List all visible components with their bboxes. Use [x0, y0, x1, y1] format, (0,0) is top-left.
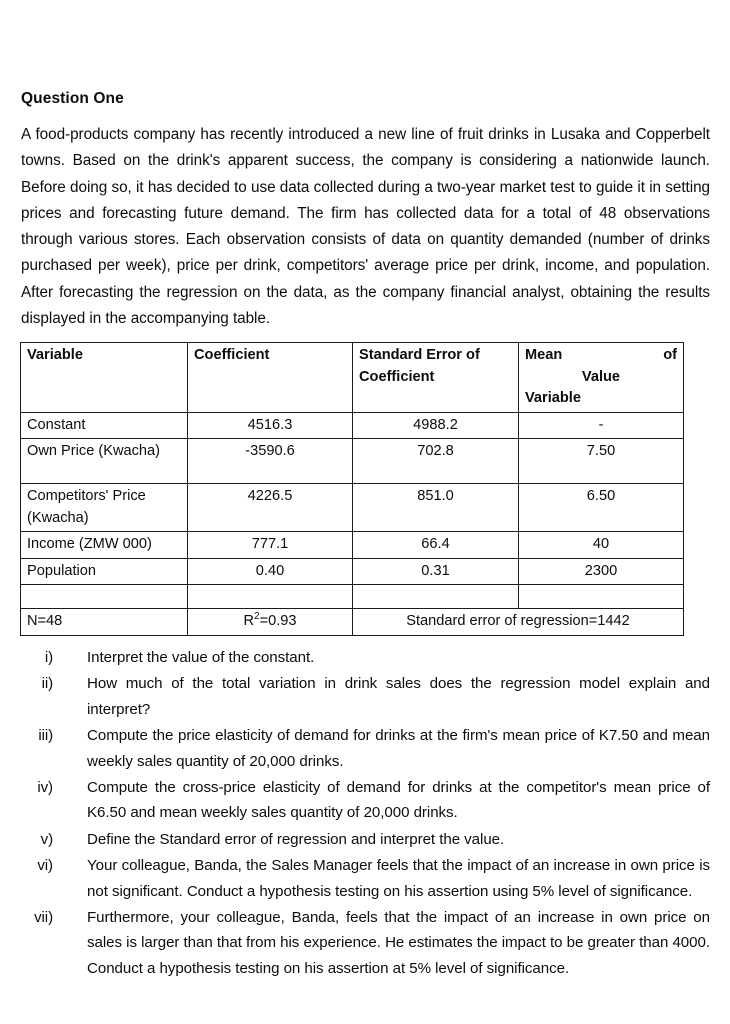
cell-mean-value: 2300: [519, 558, 684, 585]
regression-results-table: [20, 342, 684, 636]
table-row-spacer: [21, 585, 684, 609]
list-item: [21, 671, 710, 722]
cell-standard-error: 702.8: [353, 439, 519, 484]
cell-variable: [21, 585, 188, 609]
table-summary-row: [21, 609, 684, 636]
cell-standard-error: 851.0: [353, 484, 519, 532]
cell-coefficient: [188, 585, 353, 609]
list-item-marker: i): [44, 649, 53, 666]
cell-coefficient: 777.1: [188, 532, 353, 559]
table-row: [21, 412, 684, 439]
question-list: [21, 645, 710, 982]
list-item-text: Furthermore, your colleague, Banda, feels that the impact of an increase in own price on sales is larger than that from his experience. He estimates the impact to be greater than 4000. Conduct a hypothesis testing on his assertion at 5% level of significance.: [87, 909, 710, 977]
cell-mean-value: 7.50: [519, 439, 684, 484]
cell-coefficient: 4226.5: [188, 484, 353, 532]
list-item-text: Define the Standard error of regression and interpret the value.: [87, 830, 505, 848]
intro-paragraph: A food-products company has recently introduced a new line of fruit drinks in Lusaka and Copperbelt towns. Based on the drink's apparent success, the company is considering a nationwide launch. Before doing so, it has decided to use data collected during a two-year market test to guide it in setting prices and forecasting future demand. The firm has collected data for a total of 48 observations through various stores. Each observation consists of data on quantity demanded (number of drinks purchased per week), price per drink, competitors' average price per drink, income, and population. After forecasting the regression on the data, as the company financial analyst, obtaining the results displayed in the accompanying table.: [21, 126, 710, 328]
cell-variable: Population: [21, 558, 188, 585]
table-row: [21, 532, 684, 559]
list-item: [21, 827, 710, 852]
list-item-marker: iii): [38, 727, 53, 745]
column-header-mean-value: [519, 343, 684, 413]
cell-variable: Income (ZMW 000): [21, 532, 188, 559]
cell-mean-value: [519, 585, 684, 609]
page-title: Question One: [21, 90, 124, 107]
list-item-marker: vii): [34, 909, 53, 927]
cell-variable: Own Price (Kwacha): [21, 439, 188, 484]
table-row: [21, 439, 684, 484]
table-header-row: [21, 343, 684, 413]
cell-r-squared: [188, 609, 353, 636]
list-item: [21, 905, 710, 981]
table-row: [21, 484, 684, 532]
list-item: [21, 645, 710, 670]
list-item: [21, 723, 710, 774]
cell-coefficient: -3590.6: [188, 439, 353, 484]
r-squared-prefix: R: [243, 613, 255, 629]
cell-mean-value: 6.50: [519, 484, 684, 532]
cell-variable: Constant: [21, 412, 188, 439]
column-header-standard-error: Standard Error of Coefficient: [353, 343, 519, 413]
cell-mean-value: -: [519, 412, 684, 439]
cell-standard-error: 0.31: [353, 558, 519, 585]
cell-coefficient: 0.40: [188, 558, 353, 585]
list-item-text: Interpret the value of the constant.: [87, 649, 315, 666]
list-item: [21, 853, 710, 904]
column-header-variable: Variable: [21, 343, 188, 413]
list-item-marker: iv): [37, 779, 53, 797]
list-item-marker: vi): [37, 857, 53, 875]
cell-coefficient: 4516.3: [188, 412, 353, 439]
mean-header-line-2: Value: [581, 368, 621, 385]
cell-mean-value: 40: [519, 532, 684, 559]
table-row: [21, 558, 684, 585]
cell-standard-error: 66.4: [353, 532, 519, 559]
list-item-text: Compute the price elasticity of demand for drinks at the firm's mean price of K7.50 and mean weekly sales quantity of 20,000 drinks.: [87, 727, 710, 770]
cell-standard-error-of-regression: Standard error of regression=1442: [353, 609, 684, 636]
cell-variable: Competitors' Price (Kwacha): [21, 484, 188, 532]
cell-observations: N=48: [21, 609, 188, 636]
r-squared-exponent: 2: [254, 611, 260, 623]
list-item-marker: v): [40, 830, 53, 848]
list-item-text: How much of the total variation in drink sales does the regression model explain and interpret?: [87, 675, 710, 718]
mean-header-line-3: Variable: [525, 390, 581, 406]
r-squared-value: =0.93: [259, 613, 297, 629]
cell-standard-error: [353, 585, 519, 609]
list-item-text: Your colleague, Banda, the Sales Manager feels that the impact of an increase in own price is not significant. Conduct a hypothesis testing on his assertion using 5% level of significance.: [87, 857, 710, 900]
mean-header-line-1: Mean of: [525, 347, 677, 363]
cell-standard-error: 4988.2: [353, 412, 519, 439]
list-item: [21, 775, 710, 826]
list-item-marker: ii): [41, 675, 53, 693]
column-header-coefficient: Coefficient: [188, 343, 353, 413]
list-item-text: Compute the cross-price elasticity of demand for drinks at the competitor's mean price of K6.50 and mean weekly sales quantity of 20,000 drinks.: [87, 779, 710, 822]
